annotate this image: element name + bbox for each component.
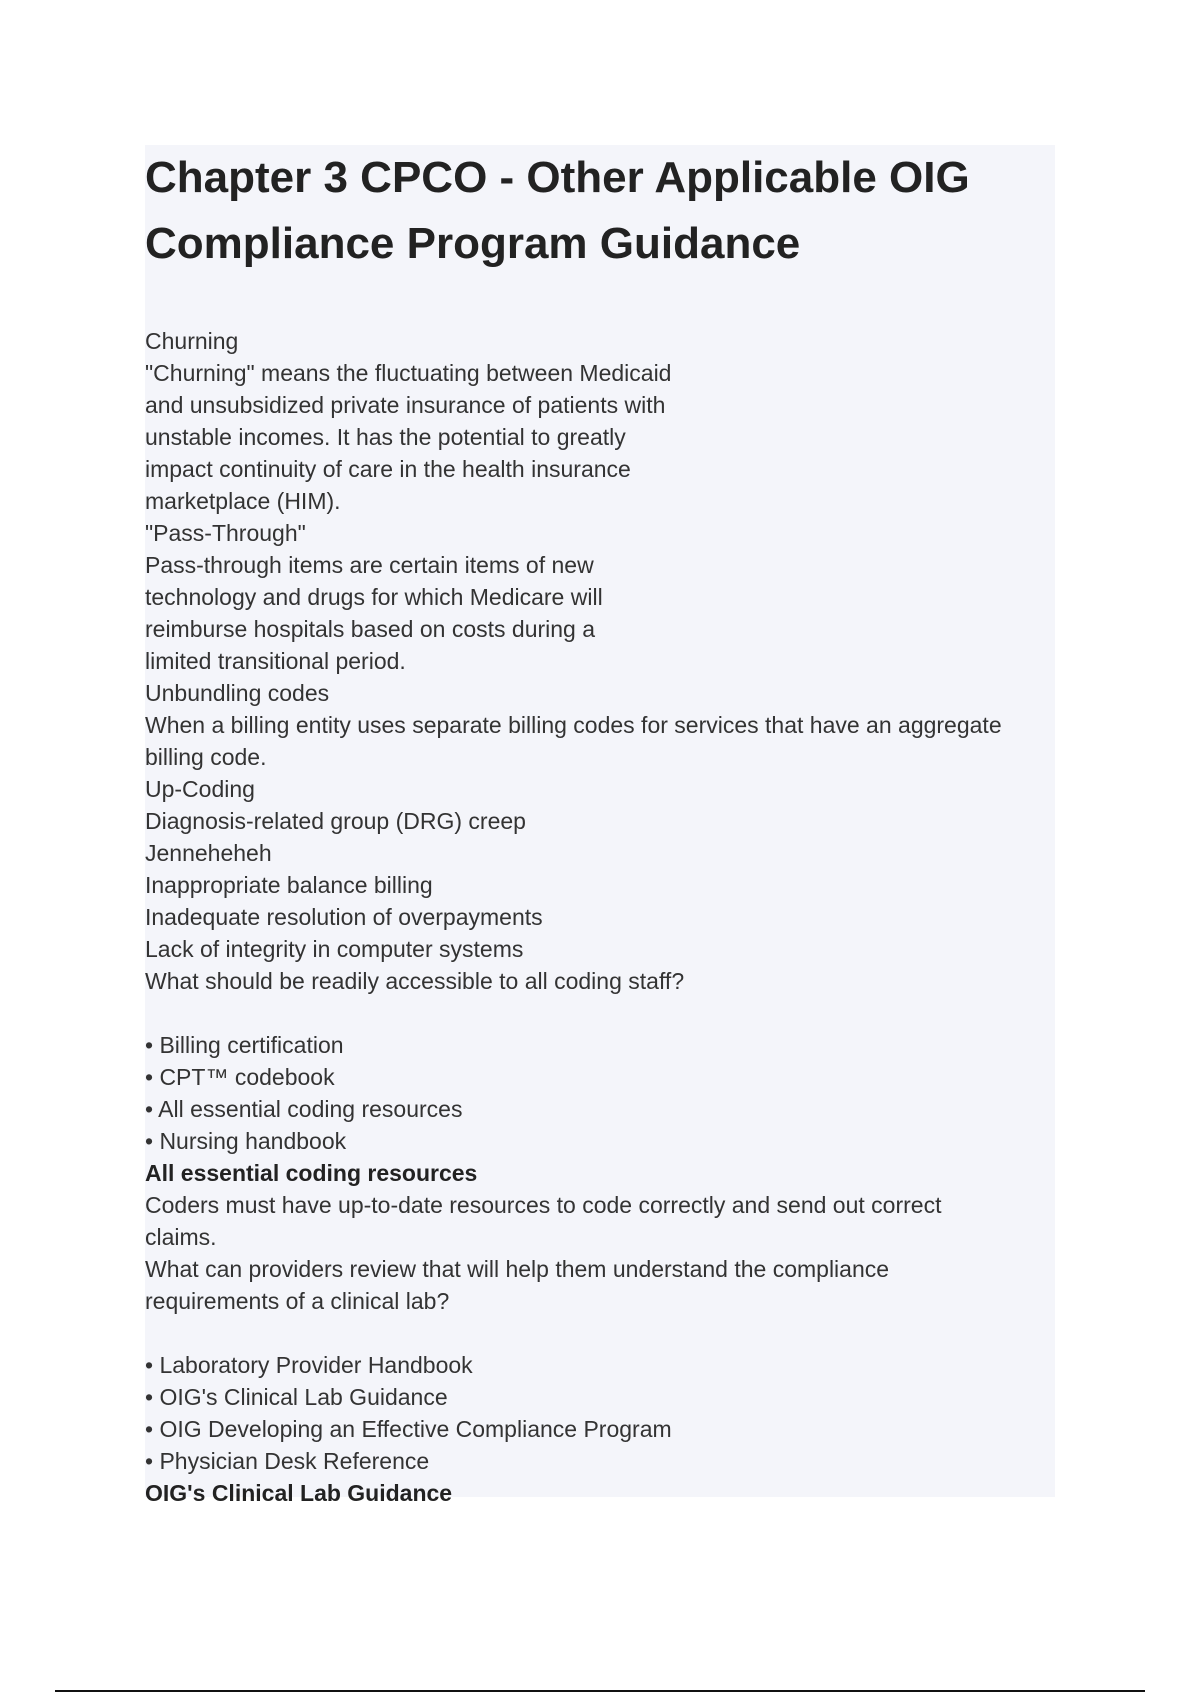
text-line: Lack of integrity in computer systems xyxy=(145,936,524,962)
page-title: Chapter 3 CPCO - Other Applicable OIG Compliance Program Guidance xyxy=(145,153,970,268)
option-line: • OIG's Clinical Lab Guidance xyxy=(145,1384,448,1410)
text-line: Churning xyxy=(145,328,239,354)
answer-line: All essential coding resources xyxy=(145,1160,478,1186)
text-line: What can providers review that will help them understand the compliance xyxy=(145,1256,890,1282)
text-line: "Churning" means the fluctuating between Medicaid xyxy=(145,360,672,386)
text-line: Unbundling codes xyxy=(145,680,330,706)
text-line: Inadequate resolution of overpayments xyxy=(145,904,543,930)
text-line: and unsubsidized private insurance of patients with xyxy=(145,392,666,418)
blank-line xyxy=(145,997,1055,1029)
option-line: • Nursing handbook xyxy=(145,1128,347,1154)
text-line: When a billing entity uses separate billing codes for services that have an aggregate xyxy=(145,712,1002,738)
text-line: Jenneheheh xyxy=(145,840,272,866)
text-line: Pass-through items are certain items of new xyxy=(145,552,594,578)
text-line: requirements of a clinical lab? xyxy=(145,1288,450,1314)
text-line: technology and drugs for which Medicare will xyxy=(145,584,603,610)
text-line: limited transitional period. xyxy=(145,648,406,674)
option-line: • Laboratory Provider Handbook xyxy=(145,1352,473,1378)
document-content xyxy=(145,145,1055,1506)
option-line: • Physician Desk Reference xyxy=(145,1448,430,1474)
answer-line: OIG's Clinical Lab Guidance xyxy=(145,1480,453,1506)
option-line: • Billing certification xyxy=(145,1032,344,1058)
text-line: Coders must have up-to-date resources to code correctly and send out correct xyxy=(145,1192,942,1218)
option-line: • CPT™ codebook xyxy=(145,1064,335,1090)
text-line: impact continuity of care in the health insurance xyxy=(145,456,631,482)
text-line: unstable incomes. It has the potential to greatly xyxy=(145,424,626,450)
option-line: • OIG Developing an Effective Compliance Program xyxy=(145,1416,672,1442)
text-line: "Pass-Through" xyxy=(145,520,306,546)
text-line: reimburse hospitals based on costs during a xyxy=(145,616,596,642)
text-line: Up-Coding xyxy=(145,776,255,802)
text-line: claims. xyxy=(145,1224,217,1250)
text-line: billing code. xyxy=(145,744,267,770)
document-body xyxy=(145,325,1055,1509)
blank-line xyxy=(145,1317,1055,1349)
text-line: marketplace (HIM). xyxy=(145,488,341,514)
text-line: Inappropriate balance billing xyxy=(145,872,433,898)
option-line: • All essential coding resources xyxy=(145,1096,463,1122)
text-line: Diagnosis-related group (DRG) creep xyxy=(145,808,526,834)
bottom-divider xyxy=(55,1690,1145,1692)
text-line: What should be readily accessible to all coding staff? xyxy=(145,968,685,994)
